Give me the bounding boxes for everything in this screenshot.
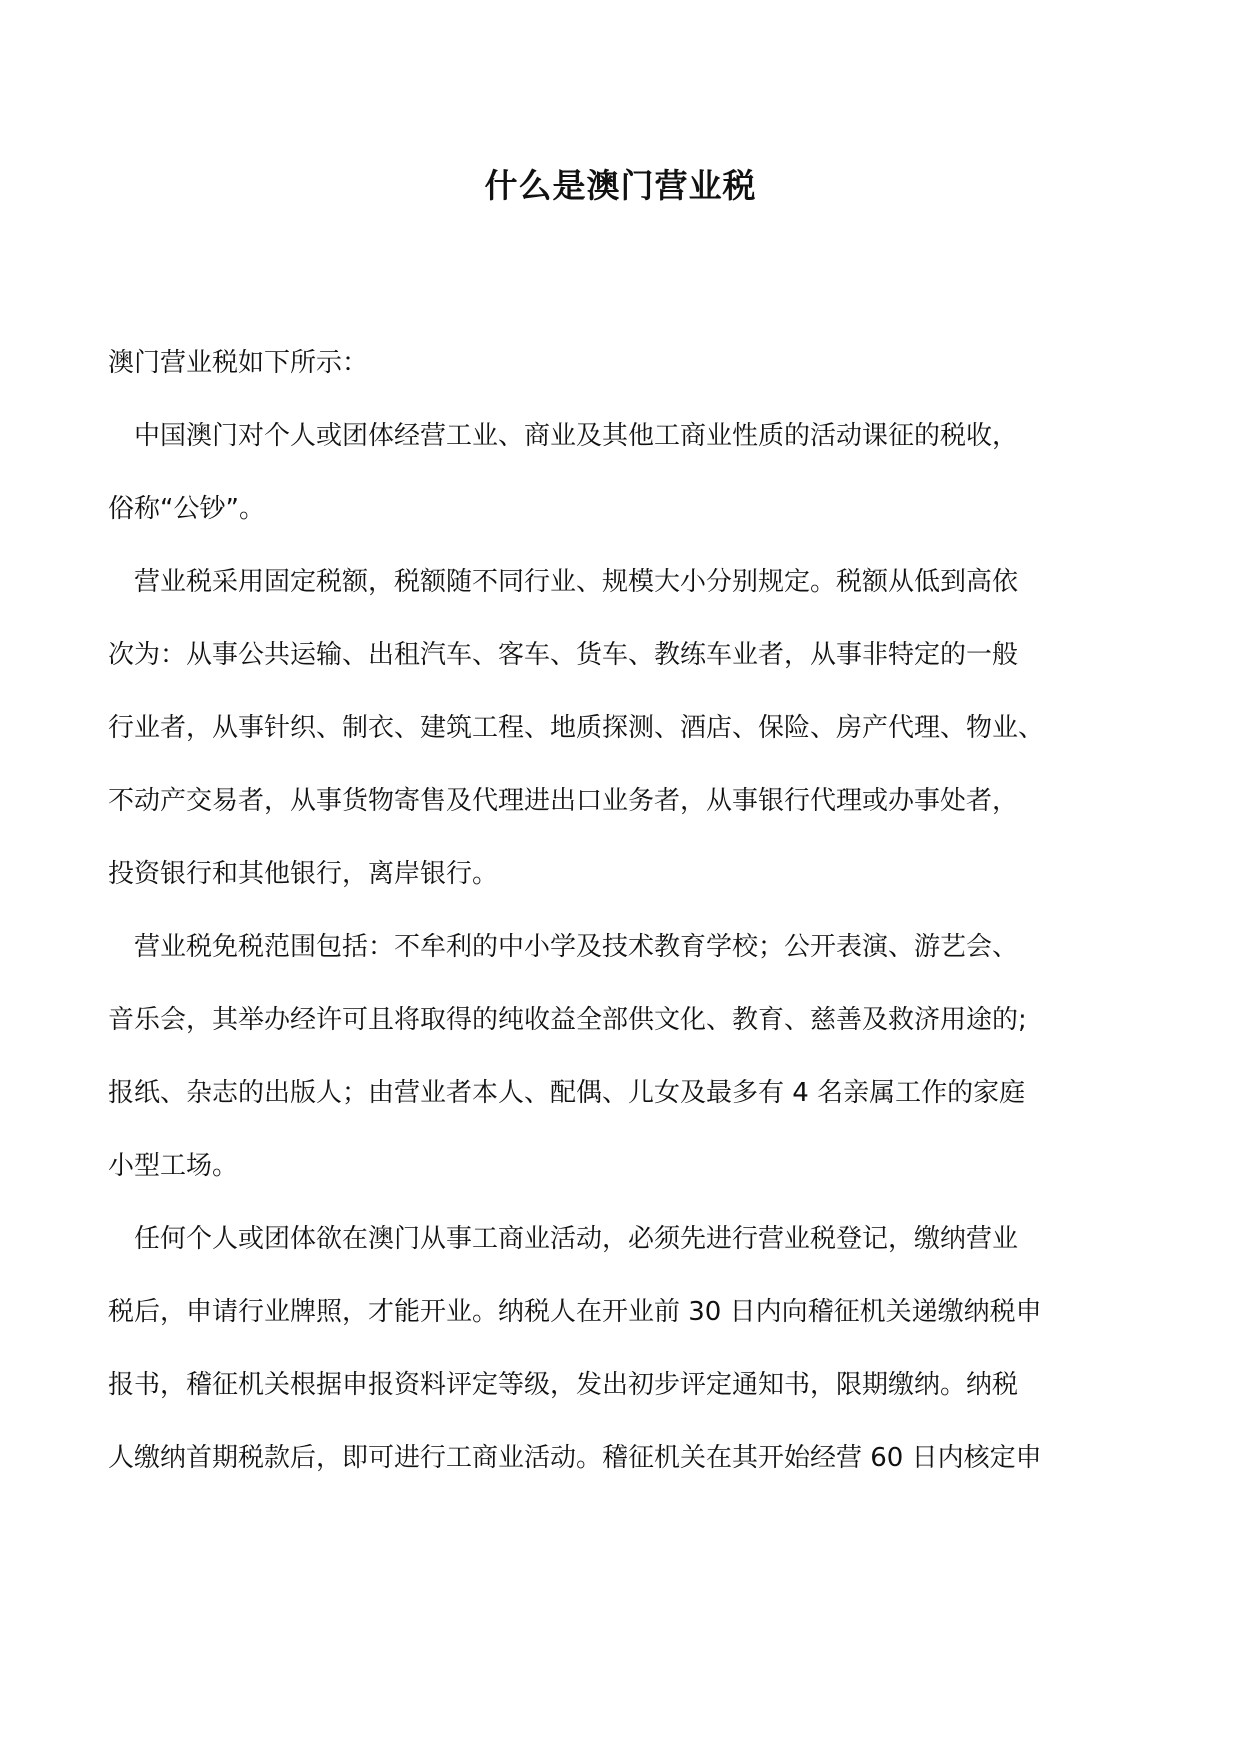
body-line: 税后，申请行业牌照，才能开业。纳税人在开业前 30 日内向稽征机关递缴纳税申	[108, 1297, 1042, 1327]
body-line: 行业者，从事针织、制衣、建筑工程、地质探测、酒店、保险、房产代理、物业、	[108, 713, 1045, 743]
body-line: 人缴纳首期税款后，即可进行工商业活动。稽征机关在其开始经营 60 日内核定申	[108, 1443, 1042, 1473]
body-line: 次为：从事公共运输、出租汽车、客车、货车、教练车业者，从事非特定的一般	[108, 640, 1019, 670]
body-line: 小型工场。	[108, 1151, 239, 1181]
body-line: 投资银行和其他银行，离岸银行。	[108, 859, 499, 889]
body-line: 不动产交易者，从事货物寄售及代理进出口业务者，从事银行代理或办事处者，	[108, 786, 1019, 816]
body-line: 营业税采用固定税额，税额随不同行业、规模大小分别规定。税额从低到高依	[108, 567, 1019, 597]
body-line: 营业税免税范围包括：不牟利的中小学及技术教育学校；公开表演、游艺会、	[108, 932, 1019, 962]
body-line: 报书，稽征机关根据申报资料评定等级，发出初步评定通知书，限期缴纳。纳税	[108, 1370, 1019, 1400]
intro-line: 澳门营业税如下所示：	[108, 348, 369, 378]
body-line: 任何个人或团体欲在澳门从事工商业活动，必须先进行营业税登记，缴纳营业	[108, 1224, 1019, 1254]
document-title: 什么是澳门营业税	[484, 166, 757, 205]
body-line: 音乐会，其举办经许可且将取得的纯收益全部供文化、教育、慈善及救济用途的;	[108, 1005, 1027, 1035]
body-line: 俗称“公钞”。	[108, 494, 265, 524]
body-line: 报纸、杂志的出版人；由营业者本人、配偶、儿女及最多有 4 名亲属工作的家庭	[108, 1078, 1026, 1108]
body-line: 中国澳门对个人或团体经营工业、商业及其他工商业性质的活动课征的税收，	[108, 421, 1019, 451]
